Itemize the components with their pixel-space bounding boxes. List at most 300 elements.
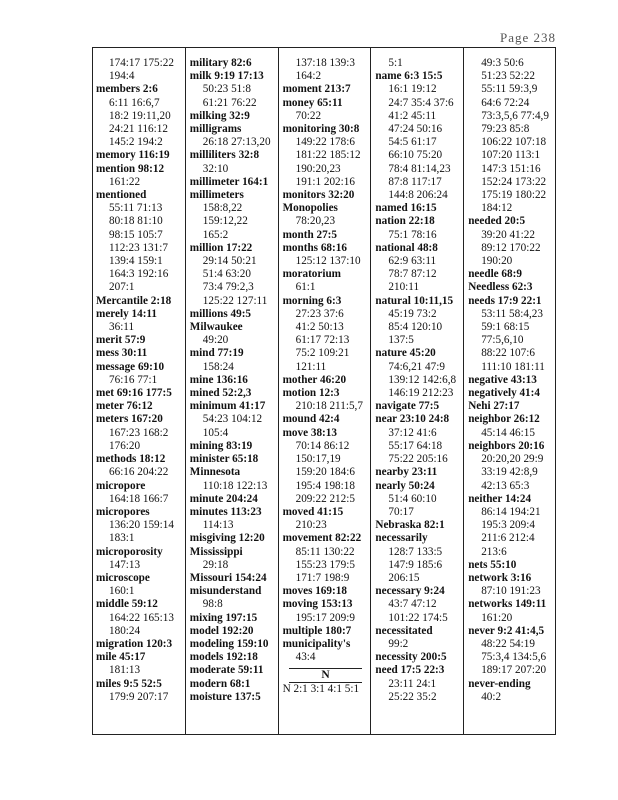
page-reference: 62:9 63:11 bbox=[388, 255, 437, 268]
index-entry bbox=[283, 295, 369, 374]
page-reference: 144:8 206:24 bbox=[388, 189, 448, 202]
page-reference: 105:4 bbox=[202, 426, 229, 439]
index-entry bbox=[375, 347, 461, 400]
index-term: Mercantile 2:18 bbox=[96, 294, 172, 307]
index-term: members 2:6 bbox=[96, 83, 158, 96]
page-reference: 61:1 bbox=[295, 281, 316, 294]
index-entry bbox=[468, 678, 554, 704]
index-term: Minnesota bbox=[189, 466, 241, 479]
page-reference: 75:3,4 134:5,6 bbox=[481, 651, 547, 664]
index-entry bbox=[283, 506, 369, 532]
index-term: milliliters 32:8 bbox=[189, 149, 260, 162]
page-reference: 181:22 185:12 bbox=[295, 149, 361, 162]
page-reference: 41:2 50:13 bbox=[295, 321, 344, 334]
page-reference: 179:9 207:17 bbox=[109, 690, 169, 703]
index-term: methods 18:12 bbox=[96, 453, 166, 466]
page-reference: 107:20 113:1 bbox=[481, 149, 541, 162]
index-entry bbox=[468, 493, 554, 559]
index-term: near 23:10 24:8 bbox=[375, 413, 450, 426]
page-reference: 190:20,23 bbox=[295, 162, 341, 175]
index-entry bbox=[375, 413, 461, 466]
page-reference: 37:12 41:6 bbox=[388, 426, 437, 439]
page-reference: 121:11 bbox=[295, 360, 327, 373]
page-reference: 165:2 bbox=[202, 228, 229, 241]
index-term: milk 9:19 17:13 bbox=[189, 70, 264, 83]
index-entry bbox=[468, 413, 554, 439]
page-reference: 87:10 191:23 bbox=[481, 585, 541, 598]
index-entry bbox=[96, 678, 183, 704]
page-reference: 158:8,22 bbox=[202, 202, 243, 215]
index-term: mentioned bbox=[96, 189, 147, 202]
index-term: misgiving 12:20 bbox=[189, 532, 265, 545]
index-entry bbox=[468, 598, 554, 624]
index-entry bbox=[96, 400, 183, 413]
index-term: merely 14:11 bbox=[96, 307, 157, 320]
page-reference: 5:1 bbox=[388, 57, 403, 69]
index-entry bbox=[468, 625, 554, 678]
page-reference: 125:22 127:11 bbox=[202, 294, 268, 307]
index-term: multiple 180:7 bbox=[282, 624, 352, 637]
page-reference: 70:17 bbox=[388, 505, 414, 518]
index-term: neighbors 20:16 bbox=[468, 439, 545, 452]
page-reference: 150:17,19 bbox=[295, 453, 341, 466]
page-reference: 61:17 72:13 bbox=[295, 334, 350, 347]
page-reference: 75:1 78:16 bbox=[388, 228, 437, 241]
index-entry bbox=[468, 572, 554, 598]
page-reference: 20:20,20 29:9 bbox=[481, 453, 544, 466]
index-entry bbox=[190, 57, 276, 70]
index-column-1 bbox=[92, 47, 185, 735]
index-entry bbox=[190, 308, 276, 321]
index-entry bbox=[190, 242, 276, 308]
page-reference: 54:5 61:17 bbox=[388, 136, 437, 149]
index-term: minute 204:24 bbox=[189, 492, 258, 505]
index-entry bbox=[283, 625, 369, 638]
index-entry bbox=[375, 466, 461, 479]
index-entry bbox=[96, 361, 183, 387]
page-reference: 78:4 81:14,23 bbox=[388, 162, 451, 175]
index-entry bbox=[283, 427, 369, 506]
index-entry bbox=[190, 387, 276, 400]
index-term: mound 42:4 bbox=[282, 413, 340, 426]
index-term: minutes 113:23 bbox=[189, 505, 262, 518]
page-reference: 195:3 209:4 bbox=[481, 519, 535, 532]
page-reference: 101:22 174:5 bbox=[388, 611, 448, 624]
page-reference: 210:18 211:5,7 bbox=[295, 400, 363, 413]
index-entry bbox=[468, 268, 554, 281]
page-reference: 211:6 212:4 bbox=[481, 532, 535, 545]
page-reference: 23:11 24:1 bbox=[388, 677, 437, 690]
page-reference: 136:20 159:14 bbox=[109, 519, 174, 532]
page-reference: 66:10 75:20 bbox=[388, 149, 443, 162]
index-entry bbox=[96, 572, 183, 598]
page-reference: 137:5 bbox=[388, 334, 414, 347]
page-reference: 55:11 71:13 bbox=[109, 202, 163, 215]
index-term: negatively 41:4 bbox=[468, 387, 540, 400]
index-term: month 27:5 bbox=[282, 228, 337, 241]
index-term: message 69:10 bbox=[96, 360, 165, 373]
page-reference: 73:4 79:2,3 bbox=[202, 281, 254, 294]
index-term: middle 59:12 bbox=[96, 598, 158, 611]
index-entry bbox=[283, 123, 369, 189]
page-reference: 180:24 bbox=[109, 624, 141, 637]
page-reference: 45:14 46:15 bbox=[481, 426, 535, 439]
page-reference: 194:4 bbox=[109, 70, 135, 83]
index-entry bbox=[283, 189, 369, 202]
index-term: mile 45:17 bbox=[96, 651, 146, 664]
index-entry bbox=[96, 453, 183, 479]
page-reference: 183:1 bbox=[109, 532, 135, 545]
index-entry bbox=[190, 625, 276, 638]
index-term: moderate 59:11 bbox=[189, 664, 264, 677]
page-reference: 45:19 73:2 bbox=[388, 307, 437, 320]
index-term: never-ending bbox=[468, 677, 531, 690]
index-entry bbox=[468, 57, 554, 215]
page-reference: 75:22 205:16 bbox=[388, 453, 448, 466]
page-reference: 112:23 131:7 bbox=[109, 241, 168, 254]
index-entry bbox=[468, 374, 554, 387]
index-term: microscope bbox=[96, 571, 150, 584]
index-term: minister 65:18 bbox=[189, 453, 259, 466]
index-term: network 3:16 bbox=[468, 571, 532, 584]
index-entry bbox=[96, 57, 183, 83]
page-reference: 43:7 47:12 bbox=[388, 598, 437, 611]
index-entry bbox=[190, 651, 276, 664]
index-term: mention 98:12 bbox=[96, 162, 165, 175]
index-term: million 17:22 bbox=[189, 241, 253, 254]
section-letter-references: N 2:1 3:1 4:1 5:1 bbox=[282, 683, 360, 696]
page-reference: 88:22 107:6 bbox=[481, 347, 535, 360]
page-reference: 70:14 86:12 bbox=[295, 439, 350, 452]
page-reference: 50:23 51:8 bbox=[202, 83, 251, 96]
index-term: movement 82:22 bbox=[282, 532, 362, 545]
index-term: Nebraska 82:1 bbox=[375, 519, 445, 532]
index-term: nearly 50:24 bbox=[375, 479, 435, 492]
index-term: necessity 200:5 bbox=[375, 651, 447, 664]
page-reference: 78:20,23 bbox=[295, 215, 336, 228]
index-term: never 9:2 41:4,5 bbox=[468, 624, 545, 637]
page-reference: 158:24 bbox=[202, 360, 234, 373]
page-reference: 51:23 52:22 bbox=[481, 70, 535, 83]
page-reference: 49:20 bbox=[202, 334, 229, 347]
page-reference: 75:2 109:21 bbox=[295, 347, 350, 360]
page-reference: 80:18 81:10 bbox=[109, 215, 163, 228]
page-reference: 213:6 bbox=[481, 545, 507, 558]
page-reference: 164:18 166:7 bbox=[109, 492, 169, 505]
index-term: national 48:8 bbox=[375, 241, 438, 254]
page-reference: 53:11 58:4,23 bbox=[481, 307, 543, 320]
index-term: misunderstand bbox=[189, 585, 262, 598]
index-entry bbox=[283, 374, 369, 387]
index-term: mess 30:11 bbox=[96, 347, 148, 360]
index-column-5 bbox=[463, 47, 556, 735]
page-reference: 85:11 130:22 bbox=[295, 545, 355, 558]
index-entry bbox=[283, 585, 369, 598]
page-reference: 66:16 204:22 bbox=[109, 466, 169, 479]
page-reference: 167:23 168:2 bbox=[109, 426, 169, 439]
index-term: needs 17:9 22:1 bbox=[468, 294, 542, 307]
index-term: models 192:18 bbox=[189, 651, 258, 664]
index-term: micropores bbox=[96, 505, 150, 518]
index-term: military 82:6 bbox=[189, 57, 252, 69]
index-entry bbox=[190, 493, 276, 506]
page-reference: 147:3 151:16 bbox=[481, 162, 541, 175]
index-entry bbox=[283, 413, 369, 426]
index-entry bbox=[96, 347, 183, 360]
page-reference: 59:1 68:15 bbox=[481, 321, 530, 334]
index-entry bbox=[190, 532, 276, 545]
page-reference: 33:19 42:8,9 bbox=[481, 466, 538, 479]
page-reference: 25:22 35:2 bbox=[388, 690, 437, 703]
index-entry bbox=[96, 189, 183, 295]
page-reference: 74:6,21 47:9 bbox=[388, 360, 445, 373]
page-reference: 86:14 194:21 bbox=[481, 505, 541, 518]
index-term: model 192:20 bbox=[189, 624, 254, 637]
page-reference: 164:3 192:16 bbox=[109, 268, 169, 281]
index-entry bbox=[96, 83, 183, 149]
index-term: mother 46:20 bbox=[282, 373, 347, 386]
index-entry bbox=[190, 400, 276, 440]
page-reference: 145:2 194:2 bbox=[109, 136, 163, 149]
page-reference: 210:11 bbox=[388, 281, 420, 294]
index-term: money 65:11 bbox=[282, 96, 343, 109]
index-term: meter 76:12 bbox=[96, 400, 153, 413]
index-term: Mississippi bbox=[189, 545, 243, 558]
index-entry bbox=[190, 453, 276, 466]
index-entry bbox=[96, 480, 183, 506]
index-term: nation 22:18 bbox=[375, 215, 435, 228]
page-reference: 48:22 54:19 bbox=[481, 637, 535, 650]
index-term: months 68:16 bbox=[282, 241, 347, 254]
index-term: nearby 23:11 bbox=[375, 466, 438, 479]
index-entry bbox=[375, 70, 461, 202]
index-column-3 bbox=[278, 47, 371, 735]
page-reference: 29:14 50:21 bbox=[202, 255, 257, 268]
index-term: memory 116:19 bbox=[96, 149, 170, 162]
index-entry bbox=[283, 97, 369, 123]
index-term: Missouri 154:24 bbox=[189, 571, 267, 584]
index-term: necessarily bbox=[375, 532, 428, 545]
index-entry bbox=[96, 149, 183, 162]
page-reference: 29:18 bbox=[202, 558, 229, 571]
index-term: name 6:3 15:5 bbox=[375, 70, 443, 83]
index-entry bbox=[190, 506, 276, 532]
page-reference: 171:7 198:9 bbox=[295, 571, 350, 584]
section-letter-block bbox=[283, 668, 369, 696]
index-term: needle 68:9 bbox=[468, 268, 522, 281]
index-term: mined 52:2,3 bbox=[189, 387, 252, 400]
page-reference: 24:21 116:12 bbox=[109, 123, 168, 136]
page-reference: 128:7 133:5 bbox=[388, 545, 443, 558]
index-term: moisture 137:5 bbox=[189, 690, 261, 703]
index-entry bbox=[375, 532, 461, 585]
index-term: natural 10:11,15 bbox=[375, 294, 454, 307]
index-entry bbox=[190, 572, 276, 585]
page-reference: 51:4 60:10 bbox=[388, 492, 437, 505]
index-entry bbox=[96, 334, 183, 347]
index-term: navigate 77:5 bbox=[375, 400, 440, 413]
page-reference: 160:1 bbox=[109, 585, 135, 598]
page-reference: 176:20 bbox=[109, 439, 141, 452]
index-entry bbox=[96, 413, 183, 453]
page-reference: 42:13 65:3 bbox=[481, 479, 530, 492]
index-columns bbox=[92, 47, 556, 735]
index-term: need 17:5 22:3 bbox=[375, 664, 445, 677]
index-term: networks 149:11 bbox=[468, 598, 547, 611]
index-term: moved 41:15 bbox=[282, 505, 344, 518]
index-term: moment 213:7 bbox=[282, 83, 351, 96]
page-reference: 47:24 50:16 bbox=[388, 123, 443, 136]
index-term: microporosity bbox=[96, 545, 163, 558]
page-reference: 27:23 37:6 bbox=[295, 307, 344, 320]
index-entry bbox=[283, 387, 369, 413]
page-reference: 70:22 bbox=[295, 109, 322, 122]
index-term: necessary 9:24 bbox=[375, 585, 445, 598]
index-entry bbox=[190, 189, 276, 242]
index-entry bbox=[468, 440, 554, 493]
index-term: neither 14:24 bbox=[468, 492, 532, 505]
page-reference: 210:23 bbox=[295, 519, 327, 532]
index-entry bbox=[190, 638, 276, 651]
index-term: named 16:15 bbox=[375, 202, 437, 215]
page-reference: 175:19 180:22 bbox=[481, 189, 547, 202]
index-entry bbox=[190, 70, 276, 110]
index-term: mind 77:19 bbox=[189, 347, 244, 360]
index-entry bbox=[190, 664, 276, 677]
index-entry bbox=[96, 387, 183, 400]
index-entry bbox=[190, 585, 276, 611]
page-reference: 87:8 117:17 bbox=[388, 175, 442, 188]
page-reference: 26:18 27:13,20 bbox=[202, 136, 271, 149]
index-entry bbox=[190, 176, 276, 189]
page-reference: 111:10 181:11 bbox=[481, 360, 545, 373]
page-reference: 32:10 bbox=[202, 162, 229, 175]
page-reference: 174:17 175:22 bbox=[109, 57, 174, 69]
index-term: nature 45:20 bbox=[375, 347, 436, 360]
index-term: migration 120:3 bbox=[96, 637, 173, 650]
page-reference: 190:20 bbox=[481, 255, 513, 268]
page-reference: 55:11 59:3,9 bbox=[481, 83, 538, 96]
page-reference: 147:9 185:6 bbox=[388, 558, 443, 571]
index-entry bbox=[96, 651, 183, 677]
index-term: moving 153:13 bbox=[282, 598, 353, 611]
index-entry bbox=[375, 57, 461, 70]
index-term: meters 167:20 bbox=[96, 413, 163, 426]
index-entry bbox=[468, 295, 554, 374]
page-reference: 85:4 120:10 bbox=[388, 321, 443, 334]
index-entry bbox=[468, 400, 554, 413]
index-entry bbox=[283, 202, 369, 228]
page-reference: 114:13 bbox=[202, 519, 234, 532]
page-reference: 106:22 107:18 bbox=[481, 136, 547, 149]
page-reference: 159:12,22 bbox=[202, 215, 248, 228]
index-term: merit 57:9 bbox=[96, 334, 146, 347]
index-entry bbox=[283, 598, 369, 624]
page-reference: 79:23 85:8 bbox=[481, 123, 530, 136]
page-reference: 139:4 159:1 bbox=[109, 255, 163, 268]
index-term: Needless 62:3 bbox=[468, 281, 533, 294]
page-reference: 184:12 bbox=[481, 202, 513, 215]
index-term: monitoring 30:8 bbox=[282, 123, 360, 136]
index-entry bbox=[468, 215, 554, 268]
page-reference: 76:16 77:1 bbox=[109, 373, 158, 386]
page-reference: 189:17 207:20 bbox=[481, 664, 547, 677]
index-entry bbox=[283, 268, 369, 294]
index-term: miles 9:5 52:5 bbox=[96, 677, 162, 690]
page-reference: 161:20 bbox=[481, 611, 513, 624]
index-term: Milwaukee bbox=[189, 321, 243, 334]
page-reference: 149:22 178:6 bbox=[295, 136, 355, 149]
index-entry bbox=[190, 321, 276, 347]
page-reference: 40:2 bbox=[481, 690, 502, 703]
page-reference: 206:15 bbox=[388, 571, 420, 584]
index-entry bbox=[190, 612, 276, 625]
index-entry bbox=[283, 638, 369, 664]
index-term: move 38:13 bbox=[282, 426, 337, 439]
page-reference: 6:11 16:6,7 bbox=[109, 96, 160, 109]
index-entry bbox=[283, 229, 369, 242]
index-term: municipality's bbox=[282, 637, 351, 650]
index-entry bbox=[468, 559, 554, 572]
index-entry bbox=[96, 295, 183, 308]
page-reference: 152:24 173:22 bbox=[481, 175, 547, 188]
index-term: modern 68:1 bbox=[189, 677, 251, 690]
index-entry bbox=[96, 163, 183, 189]
index-term: minimum 41:17 bbox=[189, 400, 266, 413]
section-letter: N bbox=[321, 669, 330, 682]
index-term: micropore bbox=[96, 479, 146, 492]
index-term: monitors 32:20 bbox=[282, 189, 355, 202]
page-reference: 64:6 72:24 bbox=[481, 96, 530, 109]
index-entry bbox=[96, 598, 183, 638]
index-entry bbox=[375, 519, 461, 532]
page-reference: 73:3,5,6 77:4,9 bbox=[481, 109, 549, 122]
page-reference: 18:2 19:11,20 bbox=[109, 109, 171, 122]
index-entry bbox=[468, 387, 554, 400]
index-term: morning 6:3 bbox=[282, 294, 342, 307]
page-number: Page 238 bbox=[499, 30, 556, 45]
page-reference: 146:19 212:23 bbox=[388, 387, 454, 400]
index-entry bbox=[190, 374, 276, 387]
index-column-2 bbox=[185, 47, 278, 735]
index-entry bbox=[283, 57, 369, 83]
index-term: mine 136:16 bbox=[189, 373, 248, 386]
index-entry bbox=[375, 242, 461, 295]
index-term: neighbor 26:12 bbox=[468, 413, 540, 426]
index-entry bbox=[96, 506, 183, 546]
index-term: millimeter 164:1 bbox=[189, 175, 269, 188]
page-reference: 161:22 bbox=[109, 175, 141, 188]
index-entry bbox=[190, 691, 276, 704]
index-column-4 bbox=[370, 47, 463, 735]
index-entry bbox=[190, 347, 276, 373]
index-entry bbox=[283, 83, 369, 96]
page-reference: 78:7 87:12 bbox=[388, 268, 437, 281]
page-reference: 98:8 bbox=[202, 598, 223, 611]
page-reference: 195:17 209:9 bbox=[295, 611, 355, 624]
index-term: mixing 197:15 bbox=[189, 611, 258, 624]
index-entry bbox=[283, 242, 369, 268]
index-term: negative 43:13 bbox=[468, 373, 537, 386]
index-term: millions 49:5 bbox=[189, 307, 252, 320]
index-entry bbox=[375, 664, 461, 704]
page-reference: 191:1 202:16 bbox=[295, 175, 355, 188]
page-reference: 61:21 76:22 bbox=[202, 96, 257, 109]
index-entry bbox=[375, 400, 461, 413]
index-entry bbox=[375, 585, 461, 625]
index-term: nets 55:10 bbox=[468, 558, 517, 571]
page-reference: 155:23 179:5 bbox=[295, 558, 355, 571]
